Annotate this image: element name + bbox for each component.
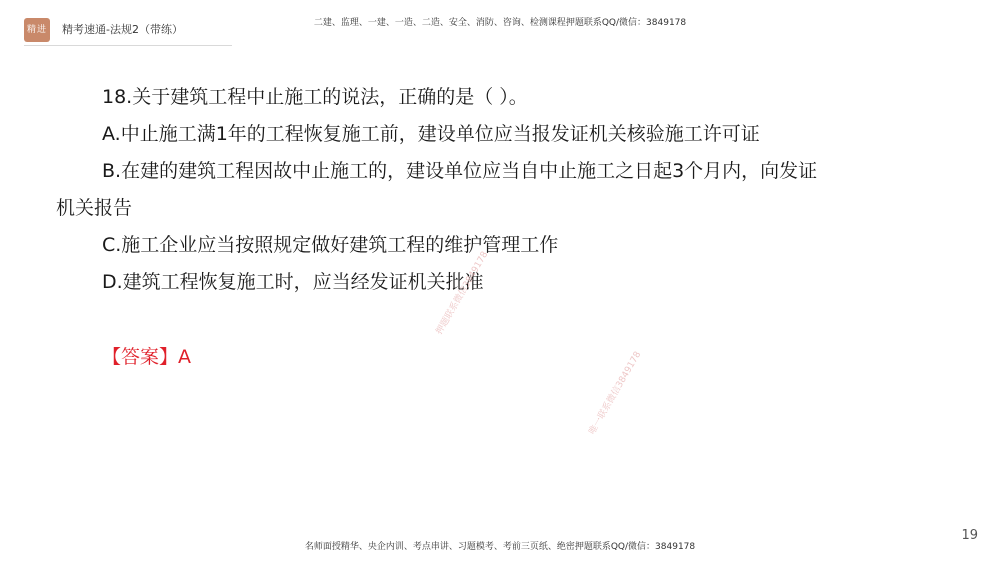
option-b-line2: 机关报告 [56, 197, 133, 219]
question-stem: 18.关于建筑工程中止施工的说法，正确的是（ ）。 [102, 86, 528, 108]
bottom-contact-banner: 名师面授精华、央企内训、考点串讲、习题模考、考前三页纸、绝密押题联系QQ/微信：3849178 [304, 542, 696, 552]
option-d: D.建筑工程恢复施工时，应当经发证机关批准 [102, 271, 484, 293]
header-divider [24, 45, 232, 46]
option-b [56, 153, 936, 227]
answer-label: 【答案】A [102, 346, 191, 368]
watermark: 唯一联系微信3849178 [587, 350, 644, 437]
course-title: 精考速通-法规2（带练） [62, 23, 183, 36]
option-b-line1: B.在建的建筑工程因故中止施工的，建设单位应当自中止施工之日起3个月内，向发证 [102, 160, 818, 182]
option-c: C.施工企业应当按照规定做好建筑工程的维护管理工作 [102, 234, 559, 256]
question-block [56, 79, 936, 301]
watermark: 押题联系微信3849178 [434, 250, 491, 337]
logo-badge: 精进 [24, 18, 50, 42]
top-contact-banner: 二建、监理、一建、一造、二造、安全、消防、咨询、检测课程押题联系QQ/微信：3849178 [313, 18, 687, 28]
page-number: 19 [961, 528, 978, 543]
option-a: A.中止施工满1年的工程恢复施工前，建设单位应当报发证机关核验施工许可证 [102, 123, 760, 145]
